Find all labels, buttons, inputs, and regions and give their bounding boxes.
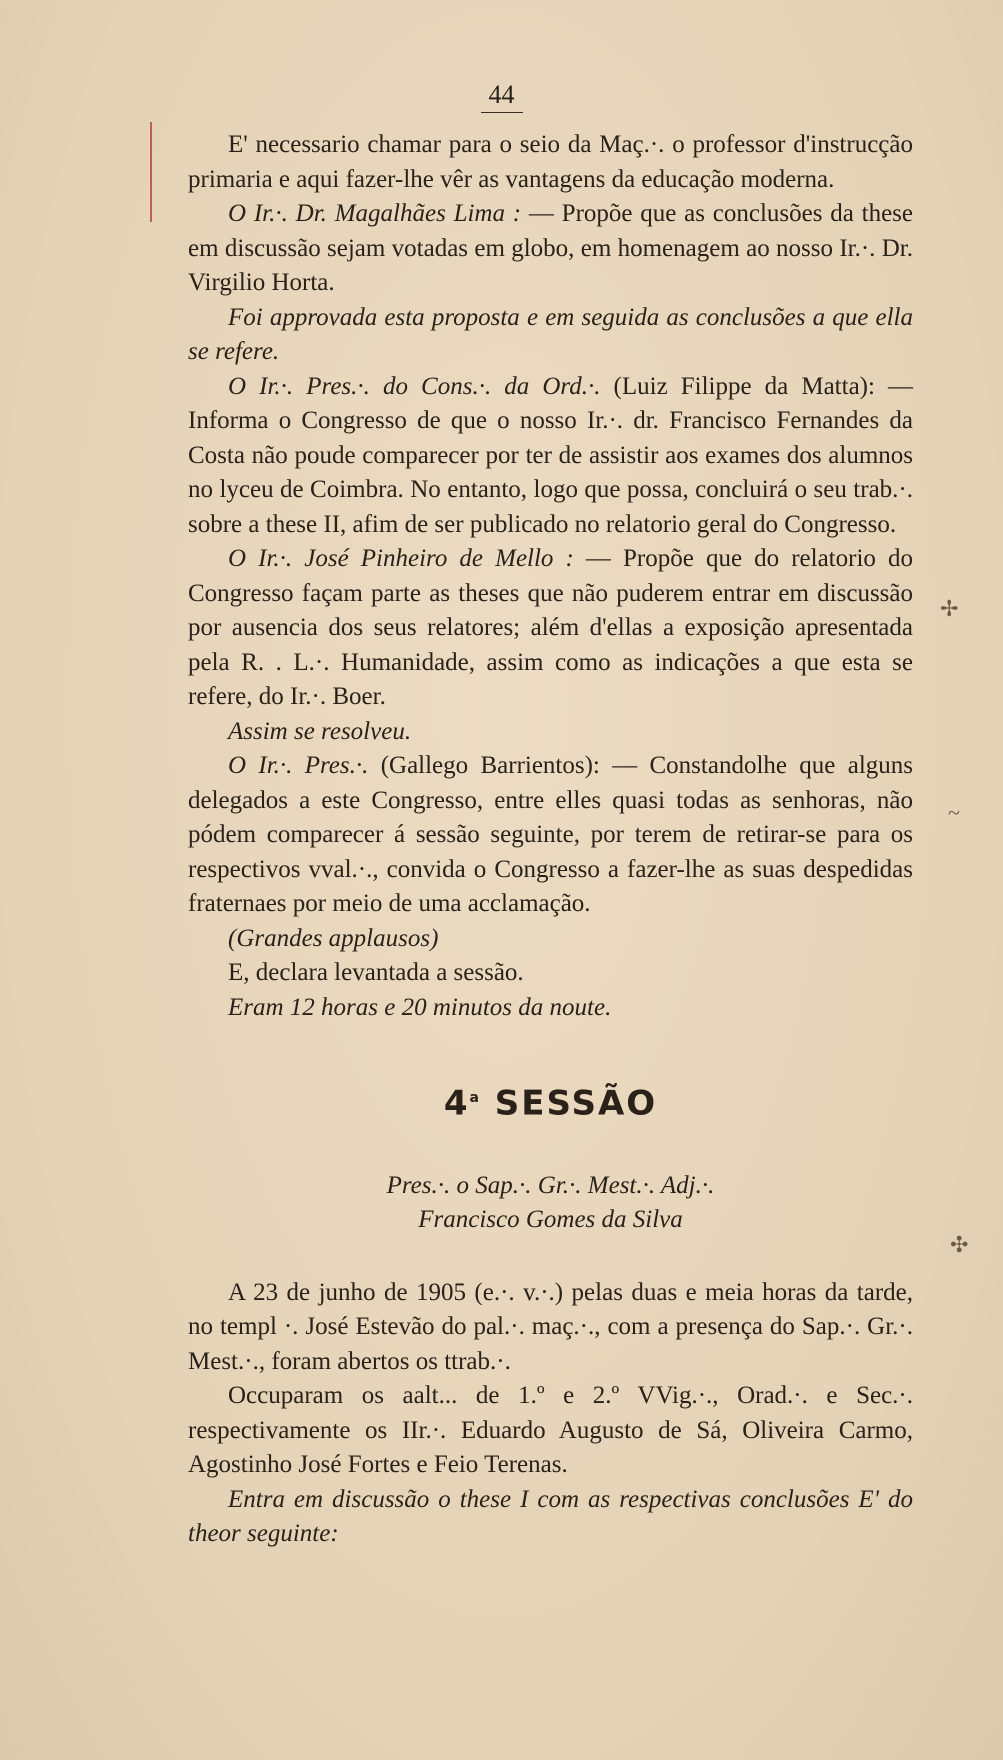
- decorative-ornament-3: ✣: [950, 1232, 969, 1257]
- presidency-line: Pres.·. o Sap.·. Gr.·. Mest.·. Adj.·.: [386, 1171, 715, 1199]
- margin-pencil-mark: [150, 122, 152, 222]
- paragraph-italic: (Grandes applausos): [228, 924, 439, 952]
- decorative-ornament-1: ✢: [940, 596, 959, 621]
- paragraph: E' necessario chamar para o seio da Maç.·. o professor d'instrucção primaria e aqui fazer-lhe vêr as vantagens da educação moderna.: [188, 131, 913, 193]
- main-text: [188, 128, 913, 1552]
- paragraph: E, declara levantada a sessão.: [228, 959, 524, 986]
- section-heading: [188, 1081, 913, 1124]
- paragraph-italic: Assim se resolveu.: [228, 717, 412, 745]
- paragraph-italic: Entra em discussão o these I com as respectivas conclusões E' do theor seguinte:: [188, 1485, 913, 1548]
- section-number: 4: [443, 1083, 470, 1124]
- section-title: SESSÃO: [494, 1083, 658, 1124]
- paragraph: O Ir.·. José Pinheiro de Mello : — Propõe que do relatorio do Congresso façam parte as theses que não puderem entrar em discussão por ausencia dos seus relatores; além d'ellas a exposição apresentada pela R. . L.·. Humanidade, assim como as indicações a que esta se refere, do Ir.·. Boer.: [188, 545, 913, 710]
- page-number: 44: [481, 80, 523, 113]
- paragraph-italic: Foi approvada esta proposta e em seguida as conclusões a que ella se refere.: [188, 303, 913, 365]
- decorative-ornament-2: ~: [948, 800, 960, 825]
- paragraph: O Ir.·. Pres.·. (Gallego Barrientos): — Constandolhe que alguns delegados a este Congresso, entre elles quasi todas as senhoras, não pódem comparecer á sessão seguinte, por terem de retirar-se para os respectivos vval.·., convida o Congresso a fazer-lhe as suas despedidas fraternaes por meio de uma acclamação.: [188, 752, 913, 917]
- paragraph: A 23 de junho de 1905 (e.·. v.·.) pelas duas e meia horas da tarde, no templ ·. José Estevão do pal.·. maç.·., com a presença do Sap.·. Gr.·. Mest.·., foram abertos os ttrab.·.: [188, 1278, 913, 1375]
- paragraph: O Ir.·. Dr. Magalhães Lima : — Propõe que as conclusões da these em discussão sejam votadas em globo, em homenagem ao nosso Ir.·. Dr. Virgilio Horta.: [188, 200, 913, 296]
- paragraph: Occuparam os aalt... de 1.º e 2.º VVig.·., Orad.·. e Sec.·. respectivamente os IIr.·. Eduardo Augusto de Sá, Oliveira Carmo, Agostinho José Fortes e Feio Terenas.: [188, 1382, 913, 1479]
- paragraph-italic: Eram 12 horas e 20 minutos da noute.: [228, 993, 612, 1021]
- paragraph: O Ir.·. Pres.·. do Cons.·. da Ord.·. (Luiz Filippe da Matta): — Informa o Congresso de que o nosso Ir.·. dr. Francisco Fernandes da Costa não poude comparecer por ter de assistir aos exames dos alumnos no lyceu de Coimbra. No entanto, logo que possa, concluirá o seu trab.·. sobre a these II, afim de ser publicado no relatorio geral do Congresso.: [188, 372, 914, 538]
- presidency-name: Francisco Gomes da Silva: [418, 1206, 683, 1234]
- section-ordinal: a: [469, 1090, 481, 1106]
- page-number-container: [0, 80, 1003, 113]
